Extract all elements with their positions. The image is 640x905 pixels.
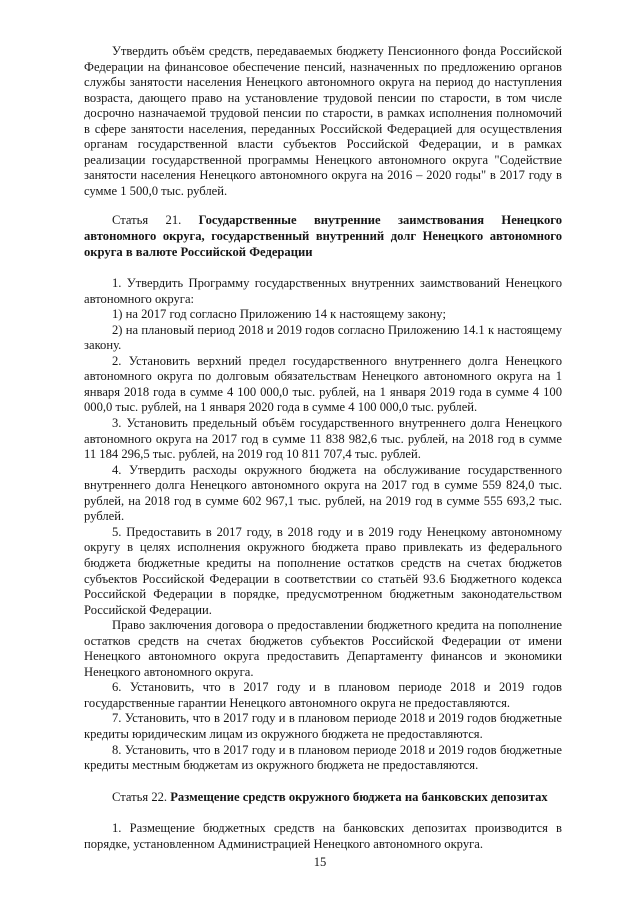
article-21-heading <box>84 213 562 260</box>
article-21-paragraph: 3. Установить предельный объём государственного внутреннего долга Ненецкого автономного округа на 2017 год в сумме 11 838 982,6 тыс. рублей, на 2018 год в сумме 11 184 296,5 тыс. рублей, на 2019 год 10 811 707,4 тыс. рублей. <box>84 416 562 462</box>
article-21-paragraph: 2. Установить верхний предел государственного внутреннего долга Ненецкого автономного округа по долговым обязательствам Ненецкого автономного округа на 1 января 2018 года в сумме 4 100 000,0 тыс. рублей, на 1 января 2019 года в сумме 4 100 000,0 тыс. рублей, на 1 января 2020 года в сумме 4 100 000,0 тыс. рублей. <box>84 353 562 415</box>
article-22-prefix: Статья 22. <box>112 789 171 804</box>
article-21-title: Государственные внутренние заимствования Ненецкого автономного округа, государственный внутренний долг Ненецкого автономного округа в валюте Российской Федерации <box>84 213 562 259</box>
article-21-paragraph: 4. Утвердить расходы окружного бюджета на обслуживание государственного внутреннего долга Ненецкого автономного округа на 2017 год в сумме 559 824,0 тыс. рублей, на 2018 год в сумме 602 967,1 тыс. рублей, на 2019 год в сумме 555 693,2 тыс. рублей. <box>84 462 562 524</box>
article-22-heading <box>84 790 562 806</box>
article-21-prefix: Статья 21. <box>112 213 199 228</box>
article-21-paragraph: 8. Установить, что в 2017 году и в плановом периоде 2018 и 2019 годов бюджетные кредиты местным бюджетам из окружного бюджета не предоставляются. <box>84 742 562 773</box>
article-21-paragraph: 2) на плановый период 2018 и 2019 годов согласно Приложению 14.1 к настоящему закону. <box>84 322 562 353</box>
article-21-paragraph: 1) на 2017 год согласно Приложению 14 к настоящему закону; <box>112 307 446 322</box>
article-21-paragraph: Право заключения договора о предоставлении бюджетного кредита на пополнение остатков средств на счетах бюджетов субъектов Российской Федерации от имени Ненецкого автономного округа предоставить Департаменту финансов и экономики Ненецкого автономного округа. <box>84 618 562 679</box>
article-21-paragraph: 7. Установить, что в 2017 году и в плановом периоде 2018 и 2019 годов бюджетные кредиты юридическим лицам из окружного бюджета не предоставляются. <box>84 711 562 741</box>
article-22-paragraph: 1. Размещение бюджетных средств на банковских депозитах производится в порядке, установленном Администрацией Ненецкого автономного округа. <box>84 821 562 851</box>
page-number: 15 <box>313 855 327 869</box>
article-22-title: Размещение средств окружного бюджета на банковских депозитах <box>170 789 548 804</box>
article-21-paragraph: 5. Предоставить в 2017 году, в 2018 году и в 2019 году Ненецкому автономному округу в целях исполнения окружного бюджета право привлекать из федерального бюджета бюджетные кредиты на пополнение остатков средств на счетах бюджетов субъектов Российской Федерации в соответствии со статьёй 93.6 Бюджетного кодекса Российской Федерации в порядке, предусмотренном бюджетным законодательством Российской Федерации. <box>84 524 562 617</box>
intro-paragraph: Утвердить объём средств, передаваемых бюджету Пенсионного фонда Российской Федерации на финансовое обеспечение пенсий, назначенных по предложению органов службы занятости населения Ненецкого автономного округа на период до наступления возраста, дающего право на установление трудовой пенсии по старости, в том числе досрочно назначаемой трудовой пенсии по старости, в рамках исполнения полномочий в сфере занятости населения, переданных Российской Федерацией для осуществления органам государственной власти субъектов Российской Федерации, и в рамках реализации государственной программы Ненецкого автономного округа "Содействие занятости населения Ненецкого автономного округа на 2016 – 2020 годы" в 2017 году в сумме 1 500,0 тыс. рублей. <box>84 44 562 198</box>
article-21-paragraph: 6. Установить, что в 2017 году и в плановом периоде 2018 и 2019 годов государственные гарантии Ненецкого автономного округа не предоставляются. <box>84 680 562 710</box>
article-21-paragraph: 1. Утвердить Программу государственных внутренних заимствований Ненецкого автономного округа: <box>84 276 562 306</box>
